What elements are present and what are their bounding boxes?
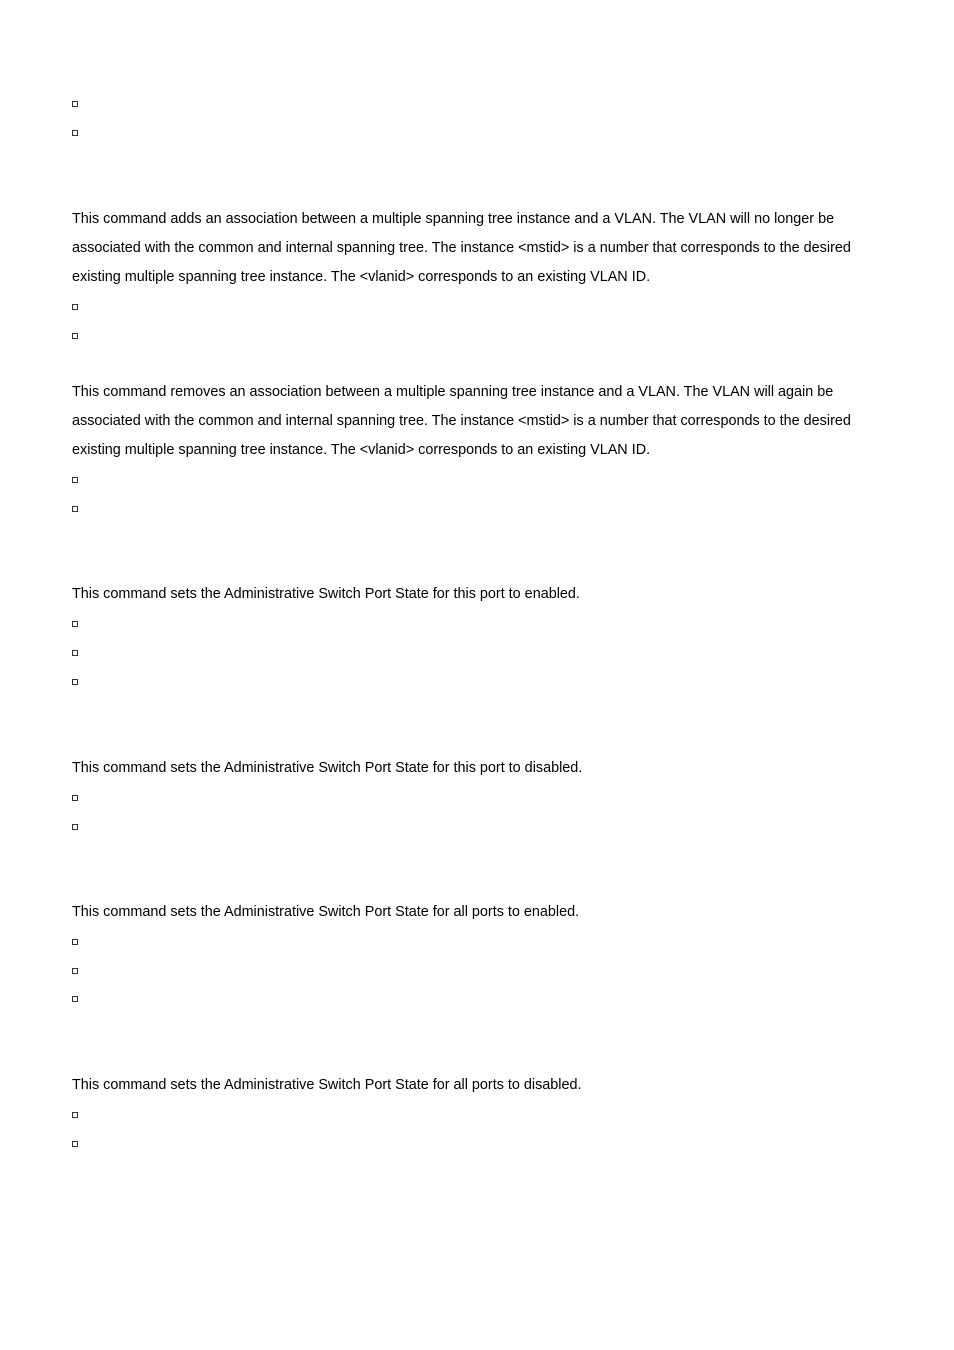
section-description bbox=[72, 754, 892, 783]
description-line: This command adds an association between a multiple spanning tree instance and a VLAN. The VLAN will no longer be bbox=[72, 211, 835, 227]
bullet-marker bbox=[72, 130, 78, 136]
bullet-marker bbox=[72, 996, 78, 1002]
section-description bbox=[72, 580, 892, 609]
bullet-marker bbox=[72, 968, 78, 974]
bullet-marker bbox=[72, 304, 78, 310]
bullet-marker bbox=[72, 1112, 78, 1118]
bullet-marker bbox=[72, 333, 78, 339]
bullet-marker bbox=[72, 650, 78, 656]
bullet-marker bbox=[72, 824, 78, 830]
description-line: associated with the common and internal spanning tree. The instance <mstid> is a number that corresponds to the desired bbox=[72, 413, 851, 429]
description-line: This command sets the Administrative Switch Port State for all ports to disabled. bbox=[72, 1077, 582, 1093]
description-line: This command sets the Administrative Switch Port State for this port to disabled. bbox=[72, 760, 583, 776]
bullet-marker bbox=[72, 506, 78, 512]
description-line: This command removes an association between a multiple spanning tree instance and a VLAN. The VLAN will again be bbox=[72, 384, 834, 400]
bullet-marker bbox=[72, 679, 78, 685]
description-line: existing multiple spanning tree instance. The <vlanid> corresponds to an existing VLAN ID. bbox=[72, 269, 651, 285]
description-line: This command sets the Administrative Switch Port State for all ports to enabled. bbox=[72, 904, 580, 920]
bullet-marker bbox=[72, 621, 78, 627]
bullet-marker bbox=[72, 101, 78, 107]
section-description bbox=[72, 898, 892, 927]
description-line: This command sets the Administrative Switch Port State for this port to enabled. bbox=[72, 586, 580, 602]
section-description bbox=[72, 205, 892, 292]
section-description bbox=[72, 378, 892, 465]
bullet-marker bbox=[72, 939, 78, 945]
bullet-marker bbox=[72, 477, 78, 483]
bullet-marker bbox=[72, 795, 78, 801]
bullet-marker bbox=[72, 1141, 78, 1147]
description-line: associated with the common and internal spanning tree. The instance <mstid> is a number that corresponds to the desired bbox=[72, 240, 851, 256]
description-line: existing multiple spanning tree instance. The <vlanid> corresponds to an existing VLAN ID. bbox=[72, 442, 651, 458]
section-description bbox=[72, 1071, 892, 1100]
